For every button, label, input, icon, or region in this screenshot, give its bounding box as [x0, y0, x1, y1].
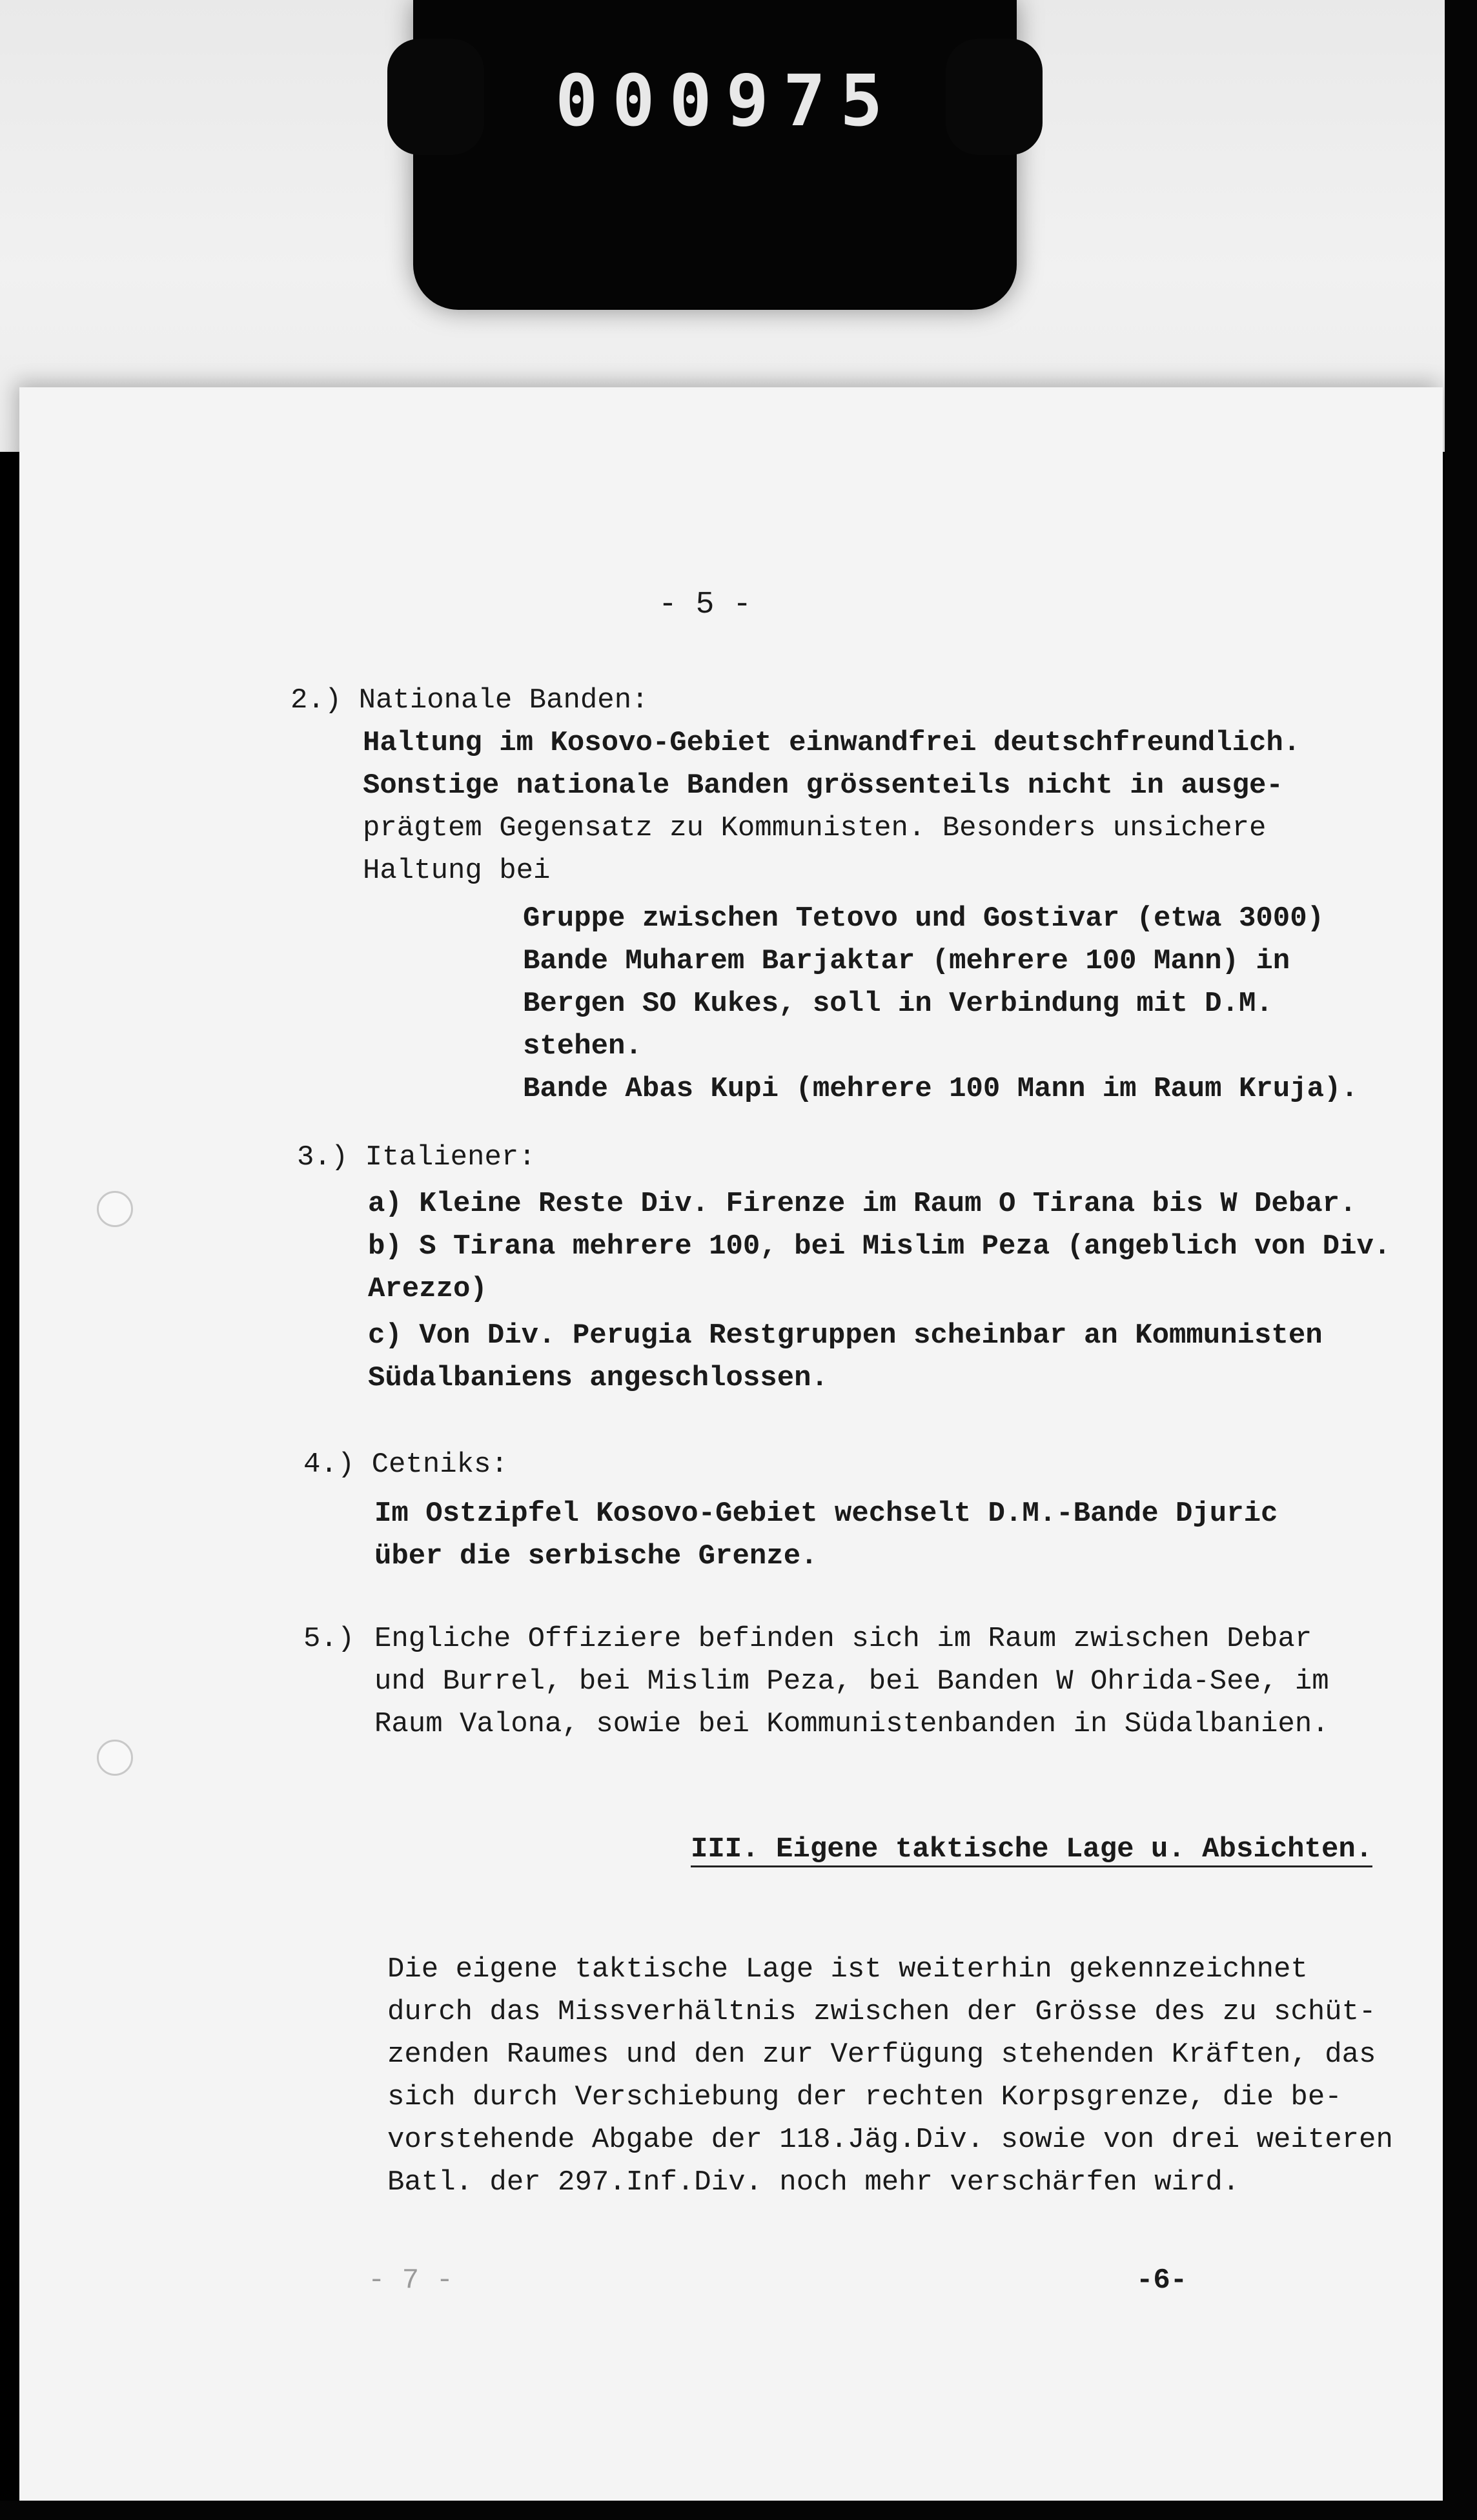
section-heading-text: III. Eigene taktische Lage u. Absichten.: [691, 1833, 1372, 1867]
text-line: Sonstige nationale Banden grössenteils nicht in ausge-: [363, 769, 1283, 802]
text-line: Die eigene taktische Lage ist weiterhin gekennzeichnet: [387, 1953, 1308, 1986]
text-line: Bergen SO Kukes, soll in Verbindung mit D.M.: [523, 988, 1273, 1020]
punch-hole: [97, 1191, 133, 1227]
text-line: stehen.: [523, 1030, 642, 1062]
text-line: Raum Valona, sowie bei Kommunistenbanden in Südalbanien.: [374, 1708, 1329, 1740]
text-line: über die serbische Grenze.: [374, 1540, 818, 1572]
scan-border-bottom: [0, 2501, 1477, 2520]
item-number: 3.): [297, 1141, 349, 1174]
item-heading: Cetniks:: [371, 1448, 508, 1481]
footer-ghost-page: - 7 -: [368, 2264, 454, 2297]
item-heading: Italiener:: [365, 1141, 536, 1174]
document-page: [19, 387, 1443, 2505]
text-line: Batl. der 297.Inf.Div. noch mehr verschärfen wird.: [387, 2166, 1240, 2199]
item-number: 2.): [290, 684, 342, 716]
text-line: Im Ostzipfel Kosovo-Gebiet wechselt D.M.-Bande Djuric: [374, 1498, 1278, 1530]
text-line: und Burrel, bei Mislim Peza, bei Banden W Ohrida-See, im: [374, 1665, 1329, 1698]
text-line: Engliche Offiziere befinden sich im Raum zwischen Debar: [374, 1623, 1312, 1655]
page-number: - 5 -: [658, 587, 752, 622]
text-line: Haltung im Kosovo-Gebiet einwandfrei deutschfreundlich.: [363, 727, 1301, 759]
punch-hole: [97, 1740, 133, 1776]
item-5: [303, 1618, 354, 1660]
text-line: b) S Tirana mehrere 100, bei Mislim Peza (angeblich von Div.: [368, 1230, 1391, 1263]
section-heading: [691, 1828, 1372, 1871]
stamp-number: 000975: [555, 59, 897, 142]
item-4: [303, 1443, 508, 1486]
item-number: 4.): [303, 1448, 355, 1481]
text-line: sich durch Verschiebung der rechten Korpsgrenze, die be-: [387, 2081, 1342, 2113]
text-line: Arezzo): [368, 1273, 487, 1305]
text-line: a) Kleine Reste Div. Firenze im Raum O Tirana bis W Debar.: [368, 1188, 1357, 1220]
next-page-marker: -6-: [1136, 2264, 1188, 2297]
item-3: [297, 1136, 536, 1179]
text-line: zenden Raumes und den zur Verfügung stehenden Kräften, das: [387, 2038, 1376, 2071]
stamp-clip-left: [387, 39, 484, 155]
text-line: durch das Missverhältnis zwischen der Grösse des zu schüt-: [387, 1996, 1376, 2028]
item-heading: Nationale Banden:: [358, 684, 649, 716]
text-line: vorstehende Abgabe der 118.Jäg.Div. sowie von drei weiteren: [387, 2124, 1393, 2156]
text-line: Haltung bei: [363, 855, 551, 887]
stamp-clip-right: [946, 39, 1043, 155]
text-line: c) Von Div. Perugia Restgruppen scheinbar an Kommunisten: [368, 1319, 1323, 1352]
text-line: prägtem Gegensatz zu Kommunisten. Besonders unsichere: [363, 812, 1267, 844]
item-number: 5.): [303, 1623, 355, 1655]
text-line: Bande Abas Kupi (mehrere 100 Mann im Raum Kruja).: [523, 1073, 1358, 1105]
scan-border-right: [1445, 0, 1477, 2520]
item-2: [290, 679, 649, 722]
numbering-stamp: [413, 0, 1017, 310]
text-line: Südalbaniens angeschlossen.: [368, 1362, 828, 1394]
text-line: Gruppe zwischen Tetovo und Gostivar (etwa 3000): [523, 902, 1325, 935]
text-line: Bande Muharem Barjaktar (mehrere 100 Mann) in: [523, 945, 1290, 977]
